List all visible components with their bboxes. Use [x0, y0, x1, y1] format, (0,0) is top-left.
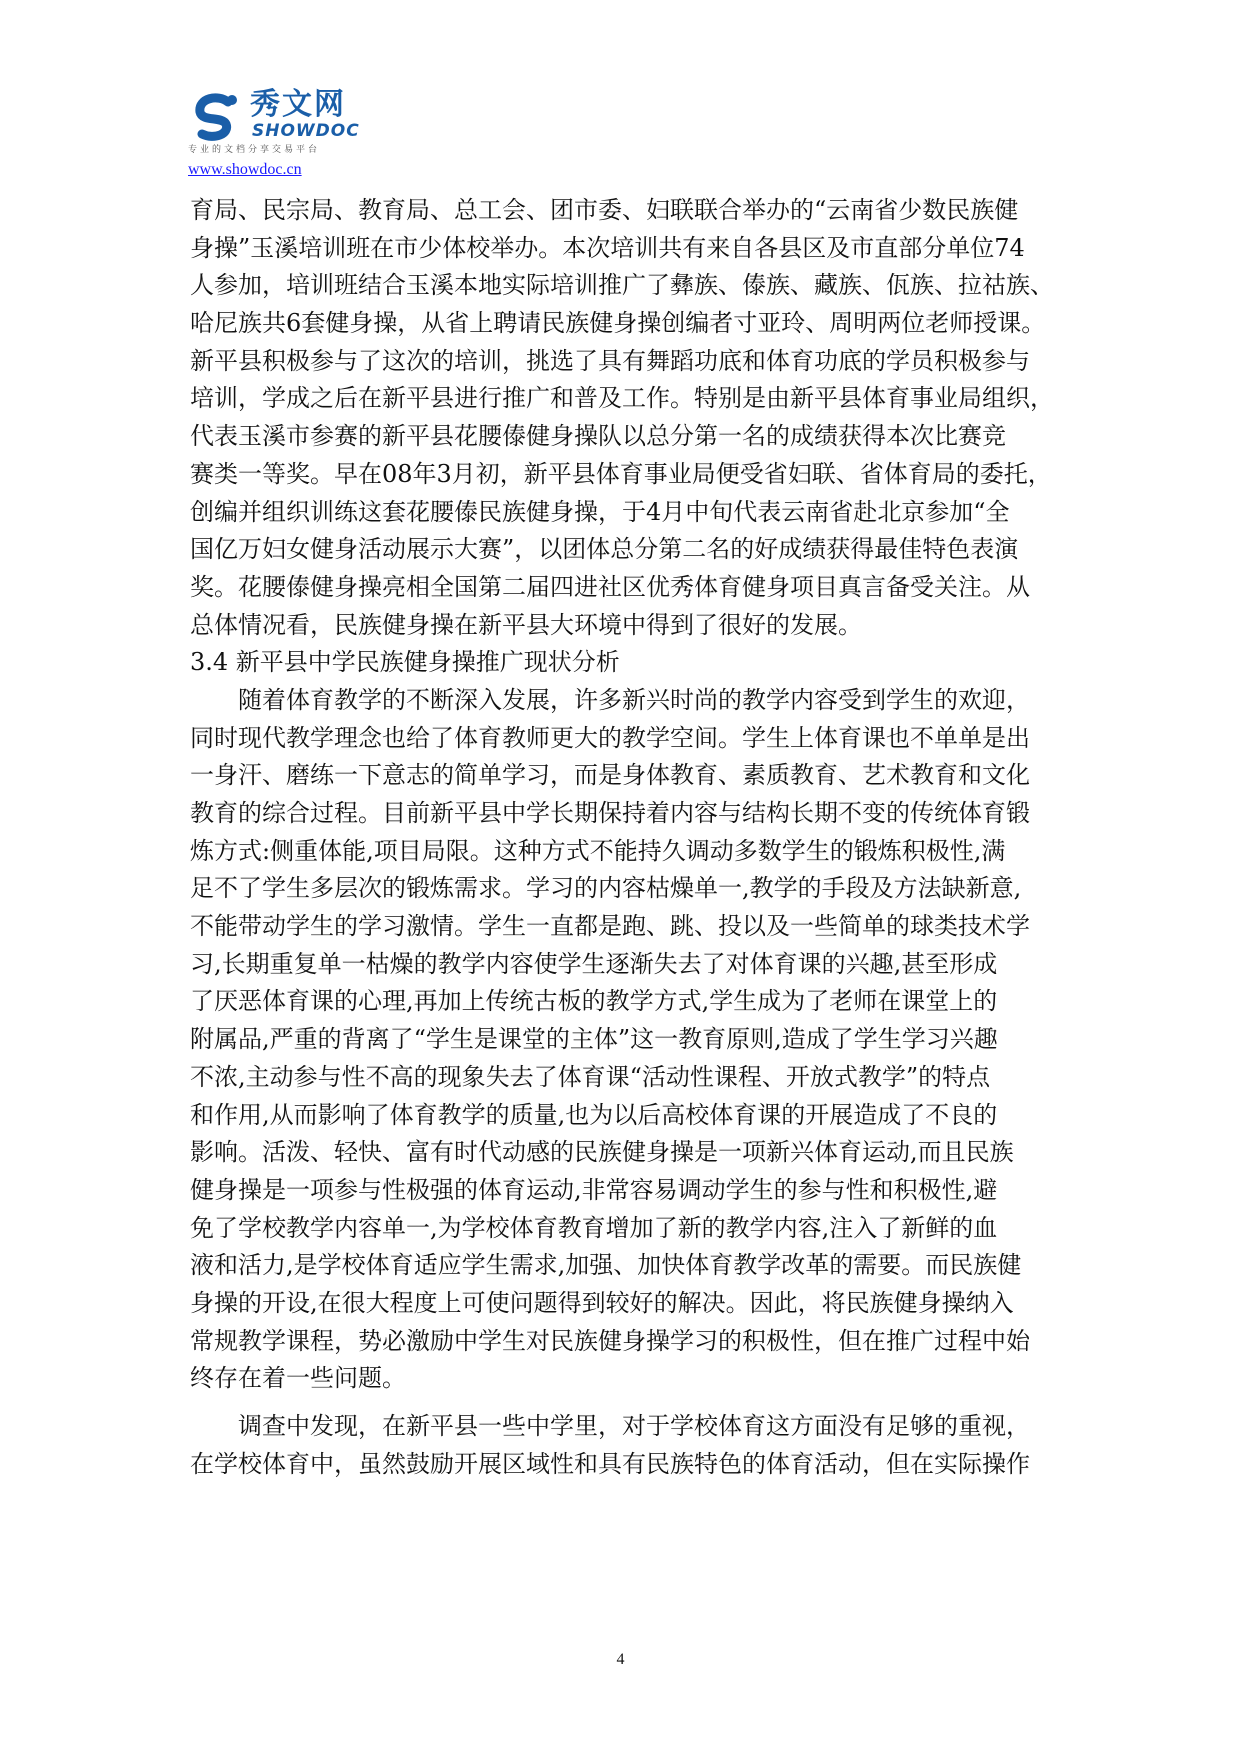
body-line: 免了学校教学内容单一,为学校体育教育增加了新的教学内容,注入了新鲜的血 — [190, 1213, 998, 1242]
body-line: 身操”玉溪培训班在市少体校举办。本次培训共有来自各县区及市直部分单位74 — [190, 233, 1025, 262]
paragraph-gap — [190, 1398, 1052, 1408]
body-line: 创编并组织训练这套花腰傣民族健身操，于4月中旬代表云南省赴北京参加“全 — [190, 497, 1010, 526]
logo-chinese-name: 秀文网 — [250, 87, 346, 122]
body-line: 健身操是一项参与性极强的体育运动,非常容易调动学生的参与性和积极性,避 — [190, 1175, 998, 1204]
body-line: 随着体育教学的不断深入发展，许多新兴时尚的教学内容受到学生的欢迎， — [238, 685, 1030, 714]
body-line: 习,长期重复单一枯燥的教学内容使学生逐渐失去了对体育课的兴趣,甚至形成 — [190, 949, 998, 978]
body-line: 终存在着一些问题。 — [190, 1364, 406, 1393]
body-line: 同时现代教学理念也给了体育教师更大的教学空间。学生上体育课也不单单是出 — [190, 723, 1030, 752]
body-line: 培训，学成之后在新平县进行推广和普及工作。特别是由新平县体育事业局组织， — [190, 384, 1054, 413]
body-line: 新平县积极参与了这次的培训，挑选了具有舞蹈功底和体育功底的学员积极参与 — [190, 346, 1030, 375]
body-line: 不浓,主动参与性不高的现象失去了体育课“活动性课程、开放式教学”的特点 — [190, 1062, 991, 1091]
showdoc-logo-icon — [188, 90, 244, 146]
logo-english-name: SHOWDOC — [252, 121, 360, 141]
body-line: 奖。花腰傣健身操亮相全国第二届四进社区优秀体育健身项目真言备受关注。从 — [190, 572, 1030, 601]
body-line: 炼方式:侧重体能,项目局限。这种方式不能持久调动多数学生的锻炼积极性,满 — [190, 836, 1006, 865]
body-line: 身操的开设,在很大程度上可使问题得到较好的解决。因此，将民族健身操纳入 — [190, 1288, 1014, 1317]
body-line: 在学校体育中，虽然鼓励开展区域性和具有民族特色的体育活动，但在实际操作 — [190, 1449, 1030, 1478]
body-line: 足不了学生多层次的锻炼需求。学习的内容枯燥单一,教学的手段及方法缺新意, — [190, 874, 1022, 903]
section-heading: 3.4 新平县中学民族健身操推广现状分析 — [190, 648, 620, 677]
logo-tagline: 专业的文档分享交易平台 — [188, 145, 321, 155]
body-line: 教育的综合过程。目前新平县中学长期保持着内容与结构长期不变的传统体育锻 — [190, 799, 1030, 827]
document-body — [190, 192, 1052, 1483]
page-number: 4 — [616, 1651, 625, 1668]
showdoc-logo — [188, 88, 388, 158]
body-line: 影响。活泼、轻快、富有时代动感的民族健身操是一项新兴体育运动,而且民族 — [190, 1138, 1014, 1167]
body-line: 代表玉溪市参赛的新平县花腰傣健身操队以总分第一名的成绩获得本次比赛竞 — [190, 422, 1006, 451]
body-line: 液和活力,是学校体育适应学生需求,加强、加快体育教学改革的需要。而民族健 — [190, 1251, 1022, 1280]
body-line: 一身汗、磨练一下意志的简单学习，而是身体教育、素质教育、艺术教育和文化 — [190, 761, 1030, 790]
body-line: 哈尼族共6套健身操，从省上聘请民族健身操创编者寸亚玲、周明两位老师授课。 — [190, 309, 1046, 338]
body-line: 调查中发现，在新平县一些中学里，对于学校体育这方面没有足够的重视， — [238, 1412, 1030, 1440]
body-line: 总体情况看，民族健身操在新平县大环境中得到了很好的发展。 — [190, 610, 862, 639]
body-line: 赛类一等奖。早在08年3月初，新平县体育事业局便受省妇联、省体育局的委托， — [190, 459, 1052, 488]
body-line: 附属品,严重的背离了“学生是课堂的主体”这一教育原则,造成了学生学习兴趣 — [190, 1025, 998, 1054]
body-line: 国亿万妇女健身活动展示大赛”，以团体总分第二名的好成绩获得最佳特色表演 — [190, 535, 1019, 564]
body-line: 人参加，培训班结合玉溪本地实际培训推广了彝族、傣族、藏族、佤族、拉祜族、 — [190, 271, 1054, 300]
body-line: 了厌恶体育课的心理,再加上传统古板的教学方式,学生成为了老师在课堂上的 — [190, 987, 998, 1016]
body-line: 常规教学课程，势必激励中学生对民族健身操学习的积极性，但在推广过程中始 — [190, 1326, 1030, 1355]
site-link[interactable]: www.showdoc.cn — [188, 161, 302, 178]
body-line: 不能带动学生的学习激情。学生一直都是跑、跳、投以及一些简单的球类技术学 — [190, 912, 1030, 941]
body-line: 和作用,从而影响了体育教学的质量,也为以后高校体育课的开展造成了不良的 — [190, 1100, 998, 1129]
body-line: 育局、民宗局、教育局、总工会、团市委、妇联联合举办的“云南省少数民族健 — [190, 196, 1019, 224]
